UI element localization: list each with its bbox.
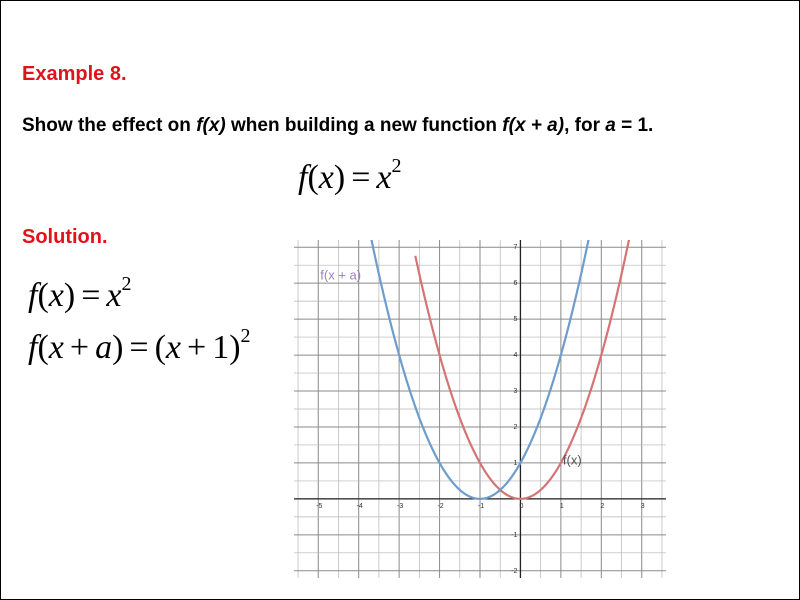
eq-plus: + <box>187 329 207 366</box>
eq-base: x <box>376 159 392 196</box>
eq-fn: f <box>28 329 38 366</box>
eq-constant: 1 <box>212 329 230 366</box>
eq-paren: ( <box>37 329 49 366</box>
eq-plus: + <box>69 329 90 366</box>
eq-exponent: 2 <box>391 155 402 177</box>
eq-param: a <box>95 329 113 366</box>
eq-paren: ( <box>154 329 166 366</box>
prompt-segment: , for <box>564 115 606 136</box>
eq-paren: ) <box>63 277 76 314</box>
prompt-segment: a <box>605 115 616 136</box>
x-tick-label: 2 <box>600 502 605 510</box>
example-title: Example 8. <box>22 63 127 85</box>
x-tick-label: -1 <box>477 502 485 510</box>
x-tick-label: 0 <box>519 502 524 510</box>
eq-exponent: 2 <box>240 325 251 347</box>
eq-arg: x <box>48 277 64 314</box>
eq-arg: x <box>48 329 64 366</box>
solution-title: Solution. <box>22 226 108 248</box>
prompt-segment: f(x + a) <box>502 115 565 136</box>
prompt-segment: when building a new function <box>225 115 503 136</box>
x-tick-label: -5 <box>316 502 323 510</box>
y-tick-label: 5 <box>513 316 518 324</box>
x-tick-label: -3 <box>397 502 404 510</box>
eq-paren: ) <box>112 329 124 366</box>
prompt-segment: f(x) <box>196 115 226 136</box>
eq-equals: = <box>351 159 371 196</box>
eq-equals: = <box>81 277 101 314</box>
curve-label: f(x) <box>562 452 582 468</box>
eq-paren: ) <box>229 329 241 366</box>
y-tick-label: 2 <box>513 423 518 431</box>
curve-label: f(x + a) <box>320 267 362 283</box>
eq-base: x <box>106 277 122 314</box>
x-tick-label: -4 <box>356 502 363 510</box>
y-tick-label: 7 <box>513 244 518 252</box>
y-tick-label: 4 <box>513 352 518 360</box>
y-tick-label: 1 <box>513 459 518 467</box>
y-tick-label: -1 <box>511 531 518 539</box>
eq-fn: f <box>28 277 38 314</box>
y-tick-label: 3 <box>513 388 518 396</box>
prompt-segment: = 1. <box>615 115 654 136</box>
eq-arg: x <box>318 159 334 196</box>
eq-base: x <box>165 329 181 366</box>
eq-exponent: 2 <box>121 273 132 295</box>
x-tick-label: 3 <box>640 502 645 510</box>
prompt-segment: Show the effect on <box>22 115 197 136</box>
y-tick-label: 6 <box>513 280 518 288</box>
x-tick-label: 1 <box>559 502 564 510</box>
eq-paren: ( <box>37 277 49 314</box>
eq-equals: = <box>129 329 149 366</box>
eq-fn: f <box>298 159 308 196</box>
y-tick-label: -2 <box>511 567 518 575</box>
main-equation: $f(x) = x^2$ <box>298 155 402 196</box>
x-tick-label: -2 <box>437 502 444 510</box>
